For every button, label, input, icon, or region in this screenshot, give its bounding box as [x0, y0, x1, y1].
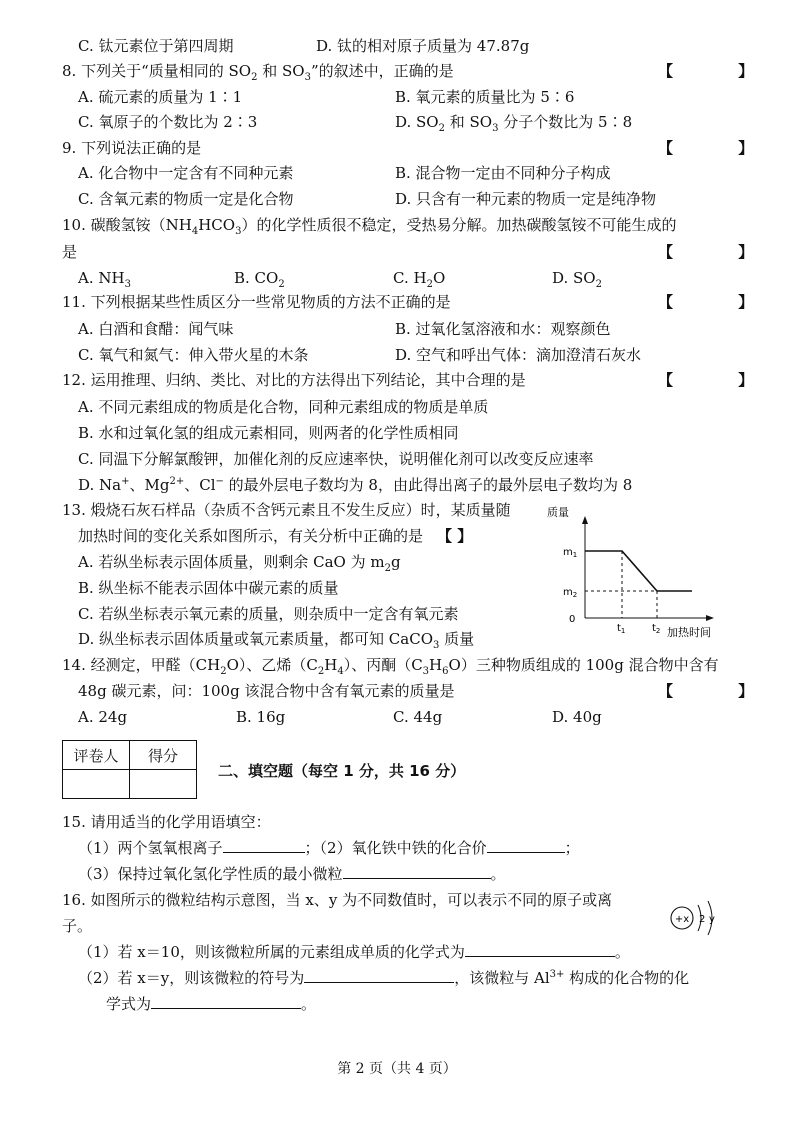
- q10-option-c: C. $H_2O$: [393, 269, 446, 290]
- q11-answer-bracket: 【 】: [658, 293, 784, 311]
- reviewer-cell[interactable]: [63, 770, 130, 799]
- q15-blank-2[interactable]: [487, 838, 565, 853]
- graph-origin-label: 0: [569, 614, 576, 625]
- q16-stem-cont: 子。: [62, 917, 93, 935]
- q8-option-c: C. 氧原子的个数比为 2∶3: [78, 113, 258, 131]
- q8-option-a: A. 硫元素的质量为 1∶1: [78, 88, 243, 106]
- q10-option-d: D. $SO_2$: [552, 269, 602, 290]
- shell1-electrons: 2: [699, 914, 706, 925]
- q14-stem: 14. 经测定，甲醛$(CH_2O)$、乙烯$(C_2H_4)$、丙酮$(C_3H_6O)$三种物质组成的 100g 混合物中含有: [62, 656, 719, 677]
- q9-option-d: D. 只含有一种元素的物质一定是纯净物: [395, 190, 657, 208]
- particle-structure-diagram: [668, 893, 728, 943]
- q13-stem: 13. 煅烧石灰石样品（杂质不含钙元素且不发生反应）时，某质量随: [62, 501, 511, 519]
- q13-option-d: D. 纵坐标表示固体质量或氧元素质量，都可知 CaCO$_3$ 质量: [78, 630, 475, 651]
- q16-blank-1[interactable]: [465, 942, 615, 957]
- q16-part1: （1）若 x＝10，则该微粒所属的元素组成单质的化学式为 。: [78, 943, 630, 961]
- q14-option-b: B. 16g: [236, 708, 286, 726]
- graph-curve: [585, 551, 692, 591]
- q13-stem-cont: 加热时间的变化关系如图所示，有关分析中正确的是 【 】: [78, 527, 473, 545]
- score-header: 得分: [130, 741, 197, 770]
- q15-line2: （3）保持过氧化氢化学性质的最小微粒 。: [78, 865, 506, 883]
- q12-option-b: B. 水和过氧化氢的组成元素相同，则两者的化学性质相同: [78, 424, 459, 442]
- mass-time-graph: [545, 500, 725, 640]
- q11-stem: 11. 下列根据某些性质区分一些常见物质的方法不正确的是: [62, 293, 451, 311]
- q14-stem-cont: 48g 碳元素，问：100g 该混合物中含有氧元素的质量是: [78, 682, 455, 700]
- graph-m1-label: $m_1$: [563, 547, 578, 559]
- q11-option-a: A. 白酒和食醋：闻气味: [78, 320, 234, 338]
- q8-answer-bracket: 【 】: [658, 62, 784, 80]
- q10-stem: 10. 碳酸氢铵$(NH_4HCO_3)$的化学性质很不稳定，受热易分解。加热碳酸氢铵不可能生成的: [62, 216, 677, 237]
- graph-x-arrow: [706, 615, 714, 621]
- q16-part2-cont: 学式为 。: [106, 995, 317, 1013]
- q11-option-c: C. 氧气和氮气：伸入带火星的木条: [78, 346, 309, 364]
- graph-y-arrow: [582, 516, 588, 524]
- graph-t1-label: $t_1$: [617, 623, 626, 635]
- q12-answer-bracket: 【 】: [658, 371, 784, 389]
- q9-answer-bracket: 【 】: [658, 139, 784, 157]
- q14-option-d: D. 40g: [552, 708, 602, 726]
- q9-option-b: B. 混合物一定由不同种分子构成: [395, 164, 611, 182]
- graph-ylabel: 质量: [547, 506, 569, 519]
- q14-option-a: A. 24g: [78, 708, 128, 726]
- q15-blank-1[interactable]: [223, 838, 305, 853]
- q8-stem: 8. 下列关于“质量相同的 $SO_2$ 和 $SO_3$”的叙述中，正确的是: [62, 62, 454, 83]
- q10-answer-bracket: 【 】: [658, 243, 784, 261]
- score-table: [62, 740, 197, 799]
- reviewer-header: 评卷人: [63, 741, 130, 770]
- q9-stem: 9. 下列说法正确的是: [62, 139, 202, 157]
- q14-answer-bracket: 【 】: [658, 682, 784, 700]
- q13-option-c: C. 若纵坐标表示氧元素的质量，则杂质中一定含有氧元素: [78, 605, 459, 623]
- q14-option-c: C. 44g: [393, 708, 443, 726]
- q12-option-a: A. 不同元素组成的物质是化合物，同种元素组成的物质是单质: [78, 398, 489, 416]
- q9-option-c: C. 含氧元素的物质一定是化合物: [78, 190, 294, 208]
- q9-option-a: A. 化合物中一定含有不同种元素: [78, 164, 294, 182]
- score-cell[interactable]: [130, 770, 197, 799]
- section-title: 二、填空题（每空 1 分，共 16 分）: [218, 762, 466, 780]
- q10-option-a: A. $NH_3$: [78, 269, 131, 290]
- q16-part2: （2）若 x＝y，则该微粒的符号为 ，该微粒与 $Al^{3+}$ 构成的化合物的化: [78, 969, 690, 987]
- prev-option-d: D. 钛的相对原子质量为 47.87g: [316, 37, 530, 55]
- nucleus-charge: +x: [674, 914, 690, 925]
- shell2-electrons: y: [709, 914, 715, 925]
- page-footer: 第 2 页（共 4 页）: [337, 1061, 457, 1077]
- q12-option-c: C. 同温下分解氯酸钾，加催化剂的反应速率快，说明催化剂可以改变反应速率: [78, 450, 594, 468]
- q13-option-b: B. 纵坐标不能表示固体中碳元素的质量: [78, 579, 339, 597]
- q11-option-d: D. 空气和呼出气体：滴加澄清石灰水: [395, 346, 642, 364]
- q15-stem: 15. 请用适当的化学用语填空：: [62, 813, 271, 831]
- graph-xlabel: 加热时间: [667, 626, 711, 639]
- q16-stem: 16. 如图所示的微粒结构示意图，当 x、y 为不同数值时，可以表示不同的原子或离: [62, 891, 613, 909]
- q8-option-b: B. 氧元素的质量比为 5∶6: [395, 88, 575, 106]
- q11-option-b: B. 过氧化氢溶液和水：观察颜色: [395, 320, 611, 338]
- graph-m2-label: $m_2$: [563, 587, 578, 599]
- q16-blank-2[interactable]: [304, 968, 454, 983]
- q16-blank-3[interactable]: [151, 994, 301, 1009]
- q8-option-d: D. $SO_2$ 和 $SO_3$ 分子个数比为 5∶8: [395, 113, 633, 134]
- q15-line1: （1）两个氢氧根离子 ；（2）氧化铁中铁的化合价 ；: [78, 839, 580, 857]
- prev-option-c: C. 钛元素位于第四周期: [78, 37, 234, 55]
- q10-option-b: B. $CO_2$: [234, 269, 285, 290]
- q12-option-d: D. Na+、$Mg^{2+}$、Cl− 的最外层电子数均为 8，由此得出离子的最外层电子数均为 8: [78, 476, 633, 494]
- q12-stem: 12. 运用推理、归纳、类比、对比的方法得出下列结论，其中合理的是: [62, 371, 526, 389]
- graph-t2-label: $t_2$: [652, 623, 661, 635]
- q15-blank-3[interactable]: [343, 864, 491, 879]
- q13-option-a: A. 若纵坐标表示固体质量，则剩余 CaO 为 $m_2g$: [78, 553, 401, 574]
- q10-stem-cont: 是: [62, 243, 78, 261]
